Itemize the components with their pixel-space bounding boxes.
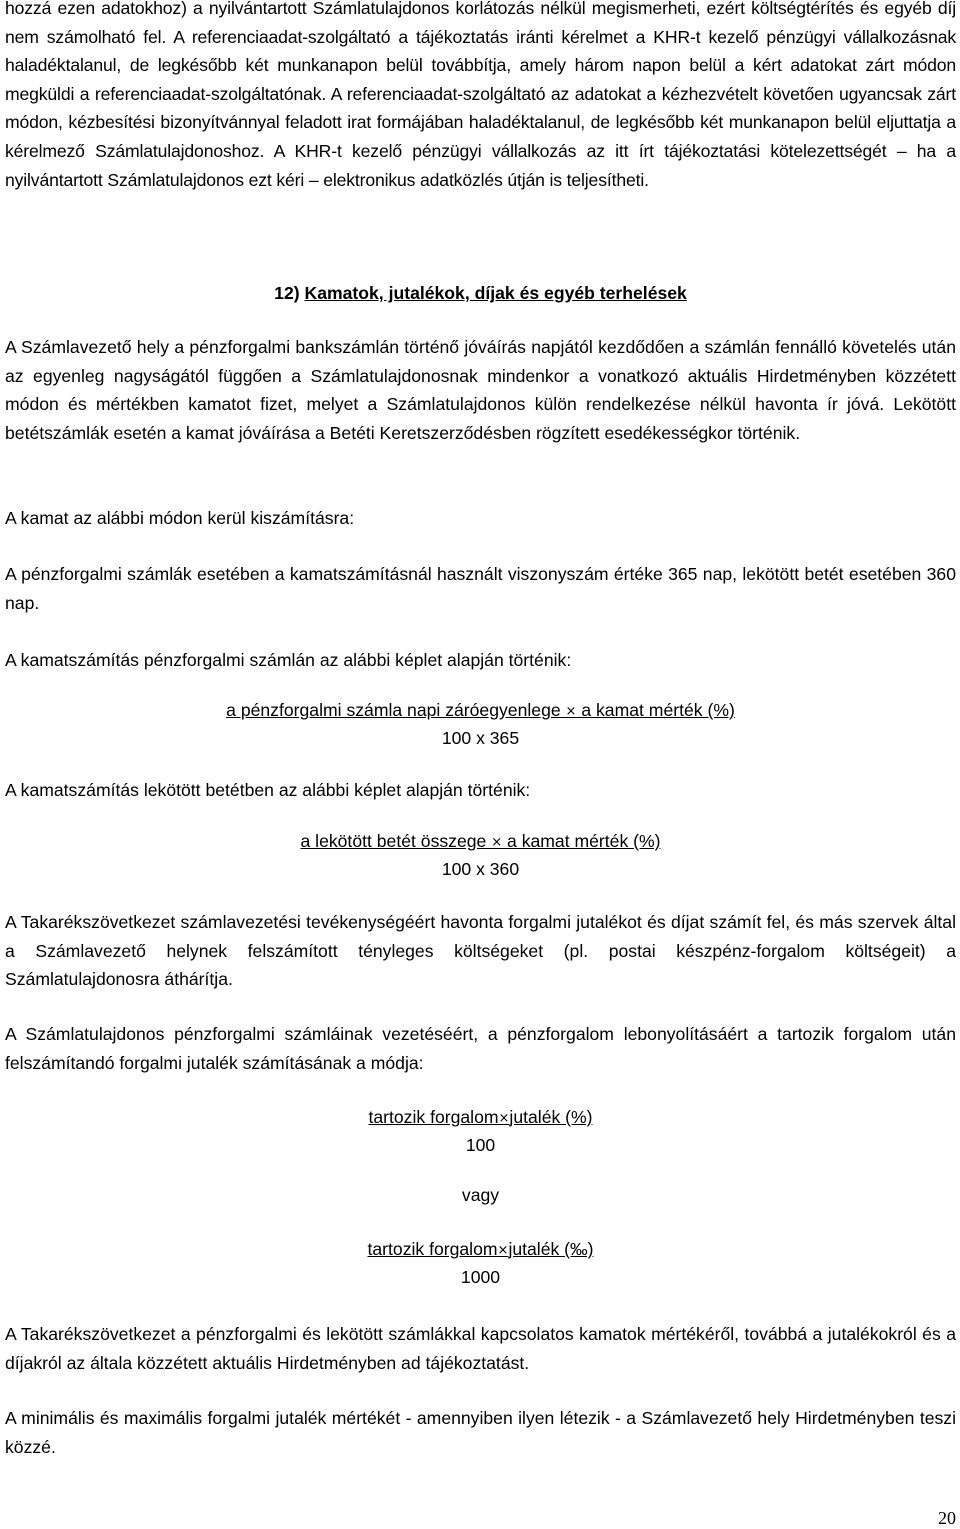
multiply-sign: × [565,704,577,719]
interest-calc-intro: A kamat az alábbi módon kerül kiszámításra: [5,508,355,528]
fees-paragraph: A Takarékszövetkezet számlavezetési tevékenységéért havonta forgalmi jutalékot és díjat számít fel, és más szervek által a Számlavezető helynek felszámított tényleges költségeket (pl. postai készpénz-forgalom költségeit) a Számlatulajdonosra áthárítja. [5,912,956,990]
formula-numerator: a lekötött betét összege × a kamat mérték (%) [300,831,661,851]
multiply-sign: × [497,1243,509,1258]
formula-numerator: tartozik forgalom×jutalék (%) [368,1107,593,1127]
ratio-paragraph: A pénzforgalmi számlák esetében a kamatszámításnál használt viszonyszám értéke 365 nap, lekötött betét esetében 360 nap. [5,564,956,613]
formula-denominator: 100 x 360 [441,859,520,879]
interest-credit-paragraph: A Számlavezető hely a pénzforgalmi bankszámlán történő jóváírás napjától kezdődően a számlán fennálló követelés után az egyenleg nagyságától függően a Számlatulajdonosnak mindenkor a vonatkozó aktuális Hirdetményben közzétett módon és mértékben kamatot fizet, melyet a Számlatulajdonos külön rendelkezése nélkül havonta ír jóvá. Lekötött betétszámlák esetén a kamat jóváírása a Betéti Keretszerződésben rögzített esedékességkor történik. [5,337,956,443]
min-max-paragraph: A minimális és maximális forgalmi jutalék mértékét - amennyiben ilyen létezik - a Számlavezető hely Hirdetményben teszi közzé. [5,1408,956,1457]
formula-denominator: 100 [465,1135,496,1155]
formula-intro-current: A kamatszámítás pénzforgalmi számlán az alábbi képlet alapján történik: [5,650,572,670]
multiply-sign: × [498,1111,510,1126]
formula-current-account [5,697,956,751]
commission-intro: A Számlatulajdonos pénzforgalmi számláinak vezetéséért, a pénzforgalom lebonyolításáért a tartozik forgalom után felszámítandó forgalmi jutalék számításának a módja: [5,1024,956,1073]
formula-numerator: tartozik forgalom×jutalék (‰) [367,1239,594,1259]
formula-intro-fixed: A kamatszámítás lekötött betétben az alábbi képlet alapján történik: [5,780,531,800]
formula-denominator: 1000 [460,1267,501,1287]
notice-paragraph: A Takarékszövetkezet a pénzforgalmi és lekötött számlákkal kapcsolatos kamatok mértékéről, továbbá a jutalékokról és a díjakról az általa közzétett aktuális Hirdetményben ad tájékoztatást. [5,1324,956,1373]
formula-denominator: 100 x 365 [441,728,520,748]
formula-numerator: a pénzforgalmi számla napi záróegyenlege × a kamat mérték (%) [226,700,735,720]
intro-paragraph: hozzá ezen adatokhoz) a nyilvántartott Számlatulajdonos korlátozás nélkül megismerheti, ezért költségtérítés és egyéb díj nem számolható fel. A referenciaadat-szolgáltató a tájékoztatás iránti kérelmet a KHR-t kezelő pénzügyi vállalkozásnak haladéktalanul, de legkésőbb két munkanapon belül továbbítja, amely három napon belül a kért adatokat zárt módon megküldi a referenciaadat-szolgáltatónak. A referenciaadat-szolgáltató az adatokat a kézhezvételt követően ugyancsak zárt módon, kézbesítési bizonyítvánnyal feladott irat formájában haladéktalanul, de legkésőbb két munkanapon belül eljuttatja a kérelmező Számlatulajdonoshoz. A KHR-t kezelő pénzügyi vállalkozás az itt írt tájékoztatási kötelezettségét – ha a nyilvántartott Számlatulajdonos ezt kéri – elektronikus adatközlés útján is teljesítheti. [5,0,956,190]
multiply-sign: × [491,835,503,850]
formula-commission-percent [5,1104,956,1158]
page-number: 20 [938,1508,956,1528]
section-number: 12) [274,283,300,303]
formula-fixed-deposit [5,828,956,882]
formula-commission-permille [5,1236,956,1290]
section-title: Kamatok, jutalékok, díjak és egyéb terhelések [304,283,687,303]
section-heading [5,279,956,307]
or-word: vagy [461,1185,500,1205]
